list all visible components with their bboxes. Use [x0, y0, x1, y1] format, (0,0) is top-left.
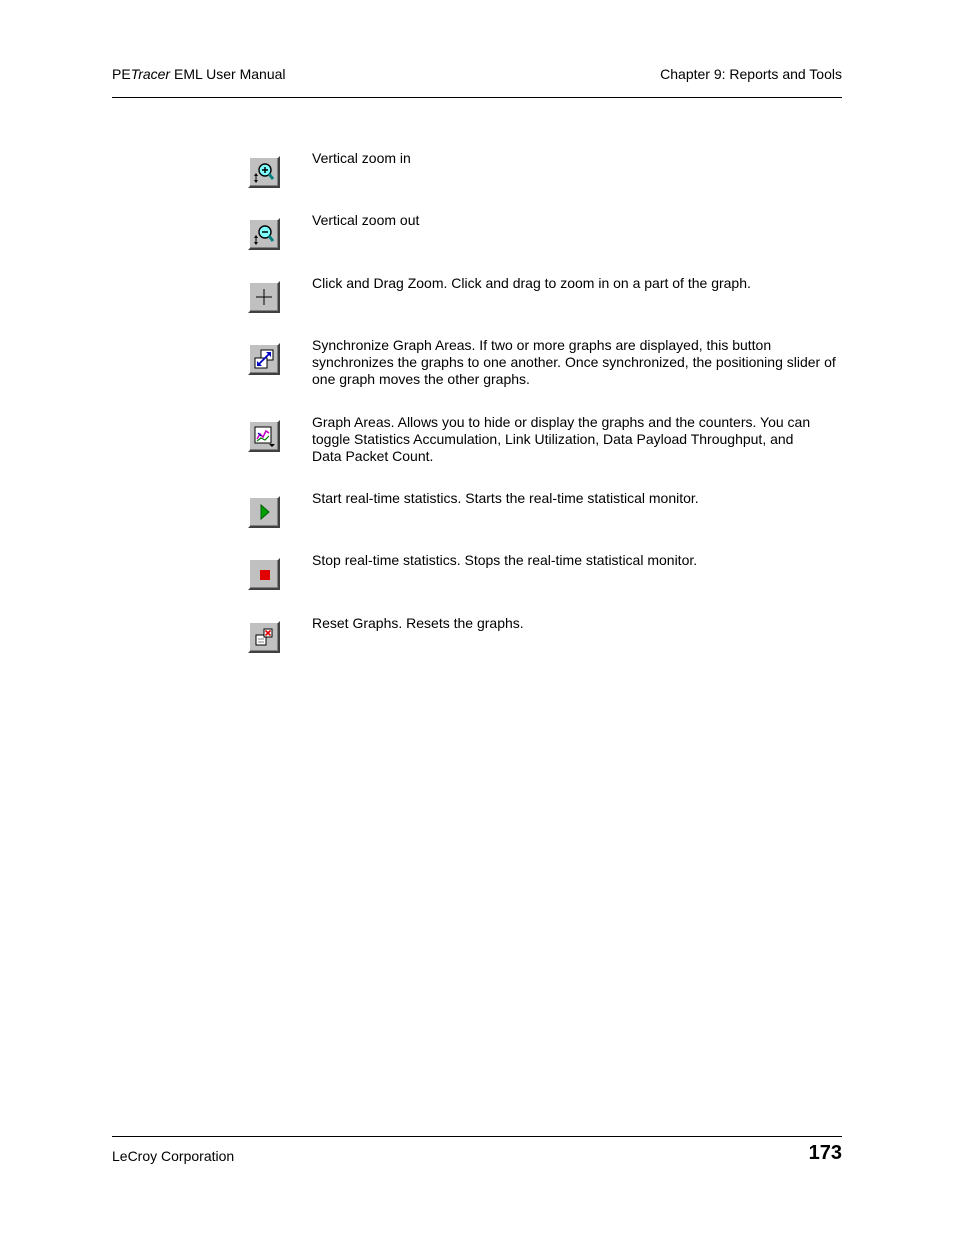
- page-number: 173: [808, 1142, 842, 1164]
- vertical-zoom-in-icon: [252, 160, 276, 184]
- vertical-zoom-out-icon: [252, 222, 276, 246]
- chapter-title: Chapter 9: Reports and Tools: [660, 66, 842, 82]
- click-drag-zoom-button[interactable]: [248, 281, 280, 313]
- graph-areas-icon: [252, 424, 276, 448]
- stop-statistics-description: Stop real-time statistics. Stops the real-time statistical monitor.: [312, 552, 698, 568]
- vertical-zoom-in-button[interactable]: [248, 156, 280, 188]
- footer-divider: [112, 1136, 842, 1137]
- vertical-zoom-out-description: Vertical zoom out: [312, 212, 420, 228]
- graph-areas-button[interactable]: [248, 420, 280, 452]
- crosshair-icon: [252, 285, 276, 309]
- synchronize-button[interactable]: [248, 343, 280, 375]
- page-header: [112, 64, 842, 84]
- header-divider: [112, 97, 842, 98]
- vertical-zoom-in-description: Vertical zoom in: [312, 150, 411, 166]
- graph-areas-description: Graph Areas. Allows you to hide or display the graphs and the counters. You can toggle Statistics Accumulation, Link Utilization, Data Payload Throughput, and Data Packet Count.: [312, 414, 811, 464]
- start-statistics-description: Start real-time statistics. Starts the real-time statistical monitor.: [312, 490, 699, 506]
- play-icon: [252, 500, 276, 524]
- start-statistics-button[interactable]: [248, 496, 280, 528]
- stop-icon: [252, 562, 276, 586]
- click-drag-zoom-description: Click and Drag Zoom. Click and drag to zoom in on a part of the graph.: [312, 275, 751, 291]
- reset-graphs-description: Reset Graphs. Resets the graphs.: [312, 615, 524, 631]
- reset-graphs-icon: [252, 625, 276, 649]
- synchronize-icon: [252, 347, 276, 371]
- manual-title: PETracer EML User Manual: [112, 66, 286, 82]
- reset-graphs-button[interactable]: [248, 621, 280, 653]
- stop-statistics-button[interactable]: [248, 558, 280, 590]
- synchronize-description: Synchronize Graph Areas. If two or more graphs are displayed, this button synchronizes the graphs to one another. Once synchronized, the positioning slider of one graph moves the other graphs.: [312, 337, 836, 387]
- footer-company: LeCroy Corporation: [112, 1148, 235, 1164]
- vertical-zoom-out-button[interactable]: [248, 218, 280, 250]
